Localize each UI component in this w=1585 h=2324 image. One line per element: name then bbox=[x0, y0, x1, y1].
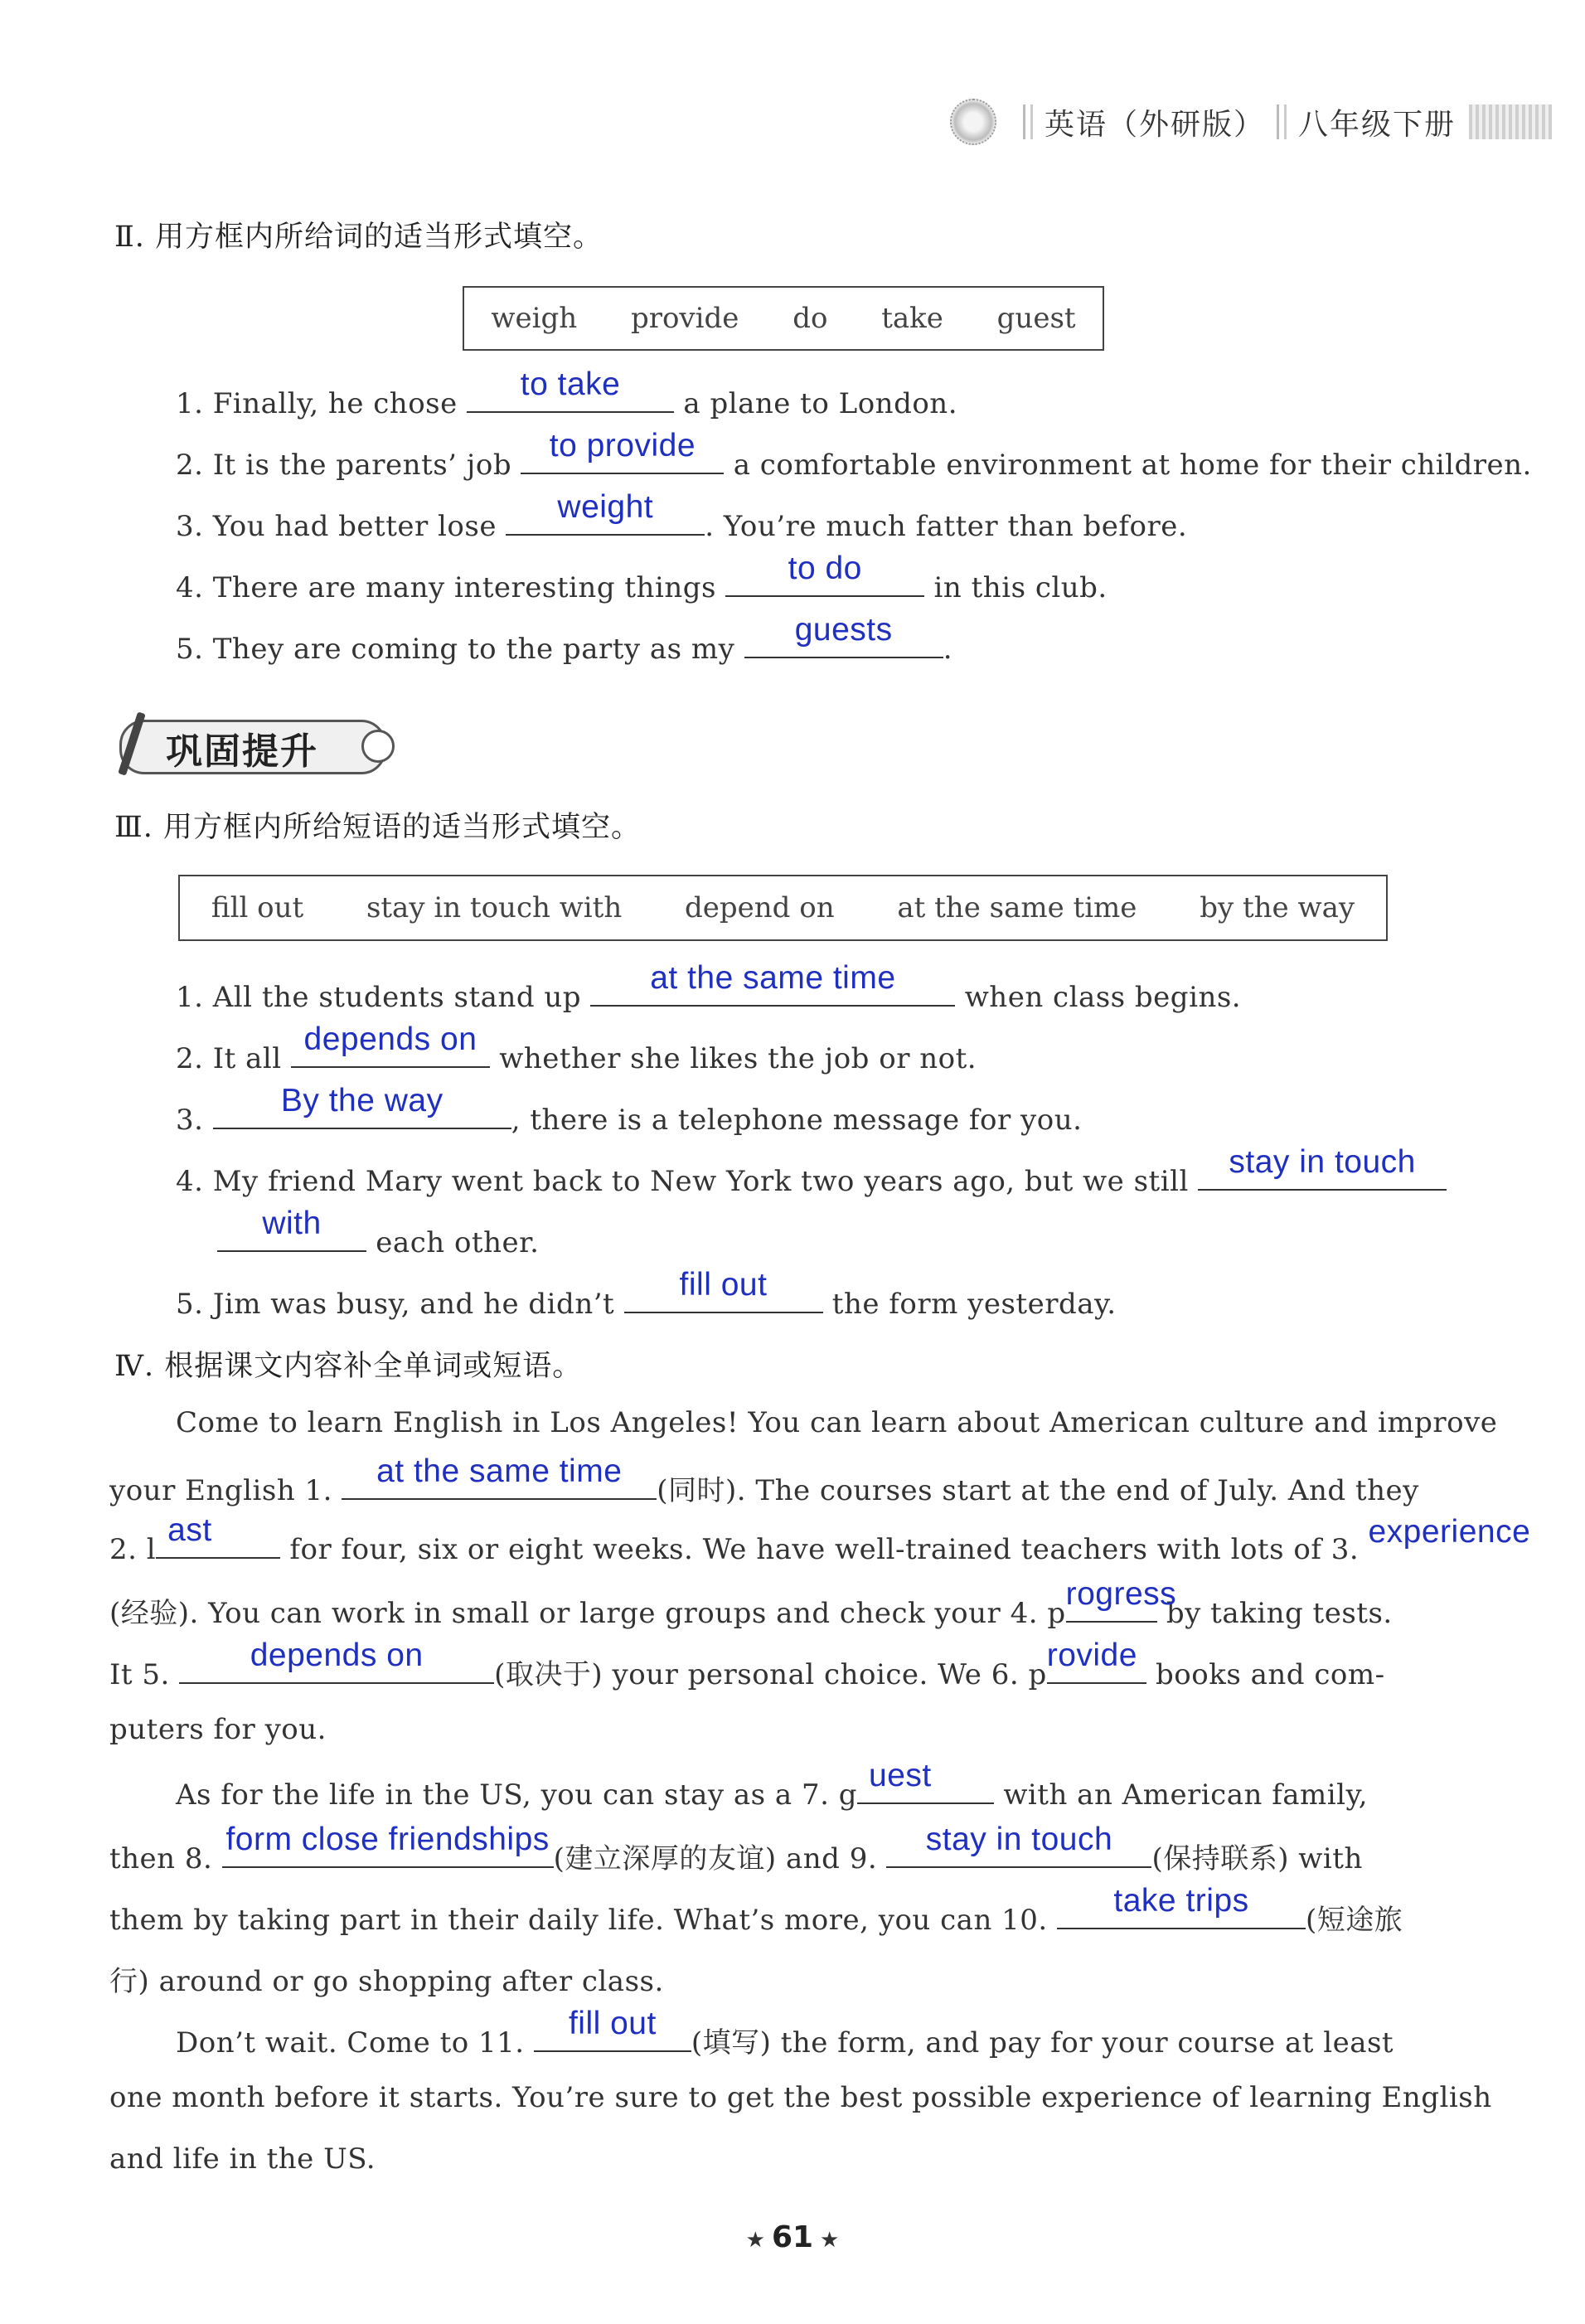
exercise-item bbox=[176, 1083, 1083, 1137]
handwritten-answer: rogress bbox=[1065, 1576, 1177, 1612]
handwritten-answer: By the way bbox=[280, 1083, 444, 1118]
item-text: 3. bbox=[176, 1104, 213, 1137]
item-text: , there is a telephone message for you. bbox=[511, 1104, 1083, 1137]
banner-label: 巩固提升 bbox=[166, 730, 318, 773]
passage-text: As for the life in the US, you can stay as a 7. g bbox=[176, 1778, 858, 1812]
exercise-item bbox=[176, 1021, 977, 1075]
item-text: 2. It all bbox=[176, 1042, 291, 1075]
word-option: do bbox=[792, 302, 828, 335]
handwritten-answer: to do bbox=[788, 551, 862, 586]
passage-text: Don’t wait. Come to 11. bbox=[176, 2026, 534, 2060]
item-text: 5. Jim was busy, and he didn’t bbox=[176, 1288, 624, 1321]
item-text: 2. It is the parents’ job bbox=[176, 449, 521, 482]
passage-text: (填写) the form, and pay for your course at least bbox=[691, 2026, 1394, 2060]
star-icon: ★ bbox=[820, 2228, 840, 2253]
exercise-item bbox=[176, 612, 952, 666]
exercise-item bbox=[176, 960, 1242, 1014]
passage-text: by taking tests. bbox=[1156, 1597, 1393, 1630]
passage-line bbox=[109, 1883, 1403, 1938]
handwritten-answer: guests bbox=[794, 612, 893, 648]
answer-blank[interactable] bbox=[291, 1021, 490, 1068]
passage-line bbox=[109, 1637, 1385, 1692]
item-text: in this club. bbox=[924, 571, 1108, 604]
item-text: . bbox=[943, 633, 952, 666]
item-text: whether she likes the job or not. bbox=[489, 1042, 977, 1075]
exercise-item bbox=[176, 428, 1532, 482]
word-option: guest bbox=[996, 302, 1076, 335]
item-text: a comfortable environment at home for their children. bbox=[724, 449, 1532, 482]
answer-blank[interactable] bbox=[342, 1453, 657, 1500]
passage-text: them by taking part in their daily life. What’s more, you can 10. bbox=[109, 1904, 1058, 1937]
section-3-heading: Ⅲ. 用方框内所给短语的适当形式填空。 bbox=[114, 811, 642, 844]
item-text: when class begins. bbox=[955, 981, 1242, 1014]
book-title: 英语（外研版） bbox=[1044, 107, 1265, 142]
answer-blank[interactable] bbox=[156, 1512, 280, 1559]
phrase-option: depend on bbox=[685, 891, 835, 924]
handwritten-answer: uest bbox=[869, 1758, 932, 1793]
answer-blank[interactable] bbox=[590, 960, 955, 1007]
answer-blank[interactable] bbox=[624, 1267, 823, 1313]
passage-text: 2. l bbox=[109, 1533, 157, 1566]
passage-text: (经验). You can work in small or large groups and check your 4. p bbox=[109, 1597, 1066, 1630]
passage-line bbox=[109, 1822, 1363, 1876]
answer-blank[interactable] bbox=[213, 1083, 511, 1129]
passage-text: with an American family, bbox=[994, 1778, 1369, 1812]
passage-line: 行) around or go shopping after class. bbox=[109, 1965, 664, 1998]
answer-blank[interactable] bbox=[467, 366, 674, 413]
exercise-item-continued bbox=[217, 1206, 540, 1259]
handwritten-answer: fill out bbox=[679, 1267, 768, 1303]
ring-icon bbox=[361, 730, 395, 763]
passage-line: Come to learn English in Los Angeles! You can learn about American culture and improve bbox=[176, 1406, 1498, 1439]
answer-blank[interactable] bbox=[1057, 1883, 1306, 1929]
answer-blank[interactable] bbox=[179, 1637, 494, 1684]
exercise-item bbox=[176, 1144, 1447, 1198]
word-box bbox=[463, 286, 1104, 351]
answer-blank[interactable] bbox=[222, 1822, 554, 1868]
handwritten-answer: to provide bbox=[549, 428, 696, 463]
answer-blank[interactable] bbox=[1065, 1576, 1177, 1623]
word-option: weigh bbox=[491, 302, 578, 335]
handwritten-answer: stay in touch bbox=[1229, 1144, 1416, 1180]
item-text: each other. bbox=[366, 1226, 540, 1259]
answer-blank[interactable] bbox=[725, 551, 924, 597]
page-footer bbox=[0, 2220, 1585, 2254]
handwritten-answer: with bbox=[262, 1206, 322, 1241]
word-option: provide bbox=[630, 302, 739, 335]
handwritten-answer: form close friendships bbox=[225, 1822, 550, 1857]
passage-line bbox=[176, 1758, 1369, 1812]
item-text: . You’re much fatter than before. bbox=[705, 510, 1188, 543]
handwritten-answer: experience bbox=[1368, 1514, 1531, 1550]
answer-blank[interactable] bbox=[744, 612, 943, 658]
phrase-option: fill out bbox=[211, 891, 304, 924]
answer-blank[interactable] bbox=[1368, 1514, 1531, 1559]
item-text: 5. They are coming to the party as my bbox=[176, 633, 744, 666]
handwritten-answer: rovide bbox=[1046, 1637, 1137, 1673]
handwritten-answer: to take bbox=[520, 366, 621, 402]
item-text: the form yesterday. bbox=[822, 1288, 1117, 1321]
answer-blank[interactable] bbox=[1046, 1637, 1146, 1684]
book-grade: 八年级下册 bbox=[1297, 107, 1456, 142]
answer-blank[interactable] bbox=[857, 1758, 994, 1804]
item-text: a plane to London. bbox=[674, 387, 958, 420]
passage-line bbox=[109, 1453, 1419, 1508]
item-text: 1. All the students stand up bbox=[176, 981, 591, 1014]
passage-line: one month before it starts. You’re sure to get the best possible experience of learning English bbox=[109, 2081, 1492, 2114]
passage-text: then 8. bbox=[109, 1842, 222, 1875]
exercise-item bbox=[176, 366, 958, 420]
divider bbox=[1277, 104, 1287, 139]
phrase-box bbox=[178, 875, 1388, 941]
passage-text: for four, six or eight weeks. We have well-trained teachers with lots of 3. bbox=[280, 1533, 1369, 1566]
answer-blank[interactable] bbox=[217, 1206, 366, 1252]
handwritten-answer: fill out bbox=[568, 2006, 657, 2041]
passage-line bbox=[109, 1576, 1393, 1631]
phrase-option: stay in touch with bbox=[366, 891, 623, 924]
word-option: take bbox=[881, 302, 943, 335]
item-text: 4. My friend Mary went back to New York two years ago, but we still bbox=[176, 1165, 1199, 1198]
answer-blank[interactable] bbox=[1198, 1144, 1447, 1191]
answer-blank[interactable] bbox=[534, 2006, 691, 2052]
answer-blank[interactable] bbox=[886, 1822, 1151, 1868]
item-text: 4. There are many interesting things bbox=[176, 571, 726, 604]
passage-text: It 5. bbox=[109, 1658, 180, 1691]
item-text: 1. Finally, he chose bbox=[176, 387, 468, 420]
passage-line: puters for you. bbox=[109, 1713, 327, 1746]
passage-text: your English 1. bbox=[109, 1474, 342, 1507]
passage-line bbox=[109, 1512, 1531, 1566]
handwritten-answer: stay in touch bbox=[925, 1822, 1113, 1857]
passage-text: books and com- bbox=[1146, 1658, 1385, 1691]
passage-text: (建立深厚的友谊) and 9. bbox=[553, 1842, 887, 1875]
passage-line bbox=[176, 2006, 1394, 2060]
handwritten-answer: depends on bbox=[250, 1637, 424, 1673]
phrase-option: at the same time bbox=[897, 891, 1137, 924]
page-header bbox=[950, 93, 1552, 151]
handwritten-answer: take trips bbox=[1113, 1883, 1249, 1919]
section-2-heading: Ⅱ. 用方框内所给词的适当形式填空。 bbox=[114, 221, 603, 254]
answer-blank[interactable] bbox=[521, 428, 724, 474]
passage-text: (保持联系) with bbox=[1151, 1842, 1363, 1875]
exercise-item bbox=[176, 489, 1188, 543]
section-banner bbox=[108, 711, 398, 778]
exercise-item bbox=[176, 1267, 1117, 1321]
answer-blank[interactable] bbox=[506, 489, 705, 536]
page-number: 61 bbox=[771, 2220, 814, 2254]
section-4-heading: Ⅳ. 根据课文内容补全单词或短语。 bbox=[114, 1350, 583, 1383]
item-text: 3. You had better lose bbox=[176, 510, 507, 543]
passage-text: (取决于) your personal choice. We 6. p bbox=[494, 1658, 1047, 1691]
phrase-option: by the way bbox=[1200, 891, 1355, 924]
handwritten-answer: at the same time bbox=[376, 1453, 623, 1489]
passage-text: (短途旅 bbox=[1306, 1904, 1403, 1937]
sun-logo-icon bbox=[950, 99, 996, 145]
passage-text: (同时). The courses start at the end of July. And they bbox=[657, 1474, 1419, 1507]
header-decoration bbox=[1469, 104, 1552, 139]
handwritten-answer: at the same time bbox=[650, 960, 896, 996]
exercise-item bbox=[176, 551, 1108, 604]
star-icon: ★ bbox=[745, 2228, 765, 2253]
handwritten-answer: depends on bbox=[303, 1021, 477, 1057]
handwritten-answer: ast bbox=[167, 1512, 212, 1548]
passage-line: and life in the US. bbox=[109, 2142, 376, 2176]
handwritten-answer: weight bbox=[557, 489, 654, 525]
divider bbox=[1023, 104, 1033, 139]
